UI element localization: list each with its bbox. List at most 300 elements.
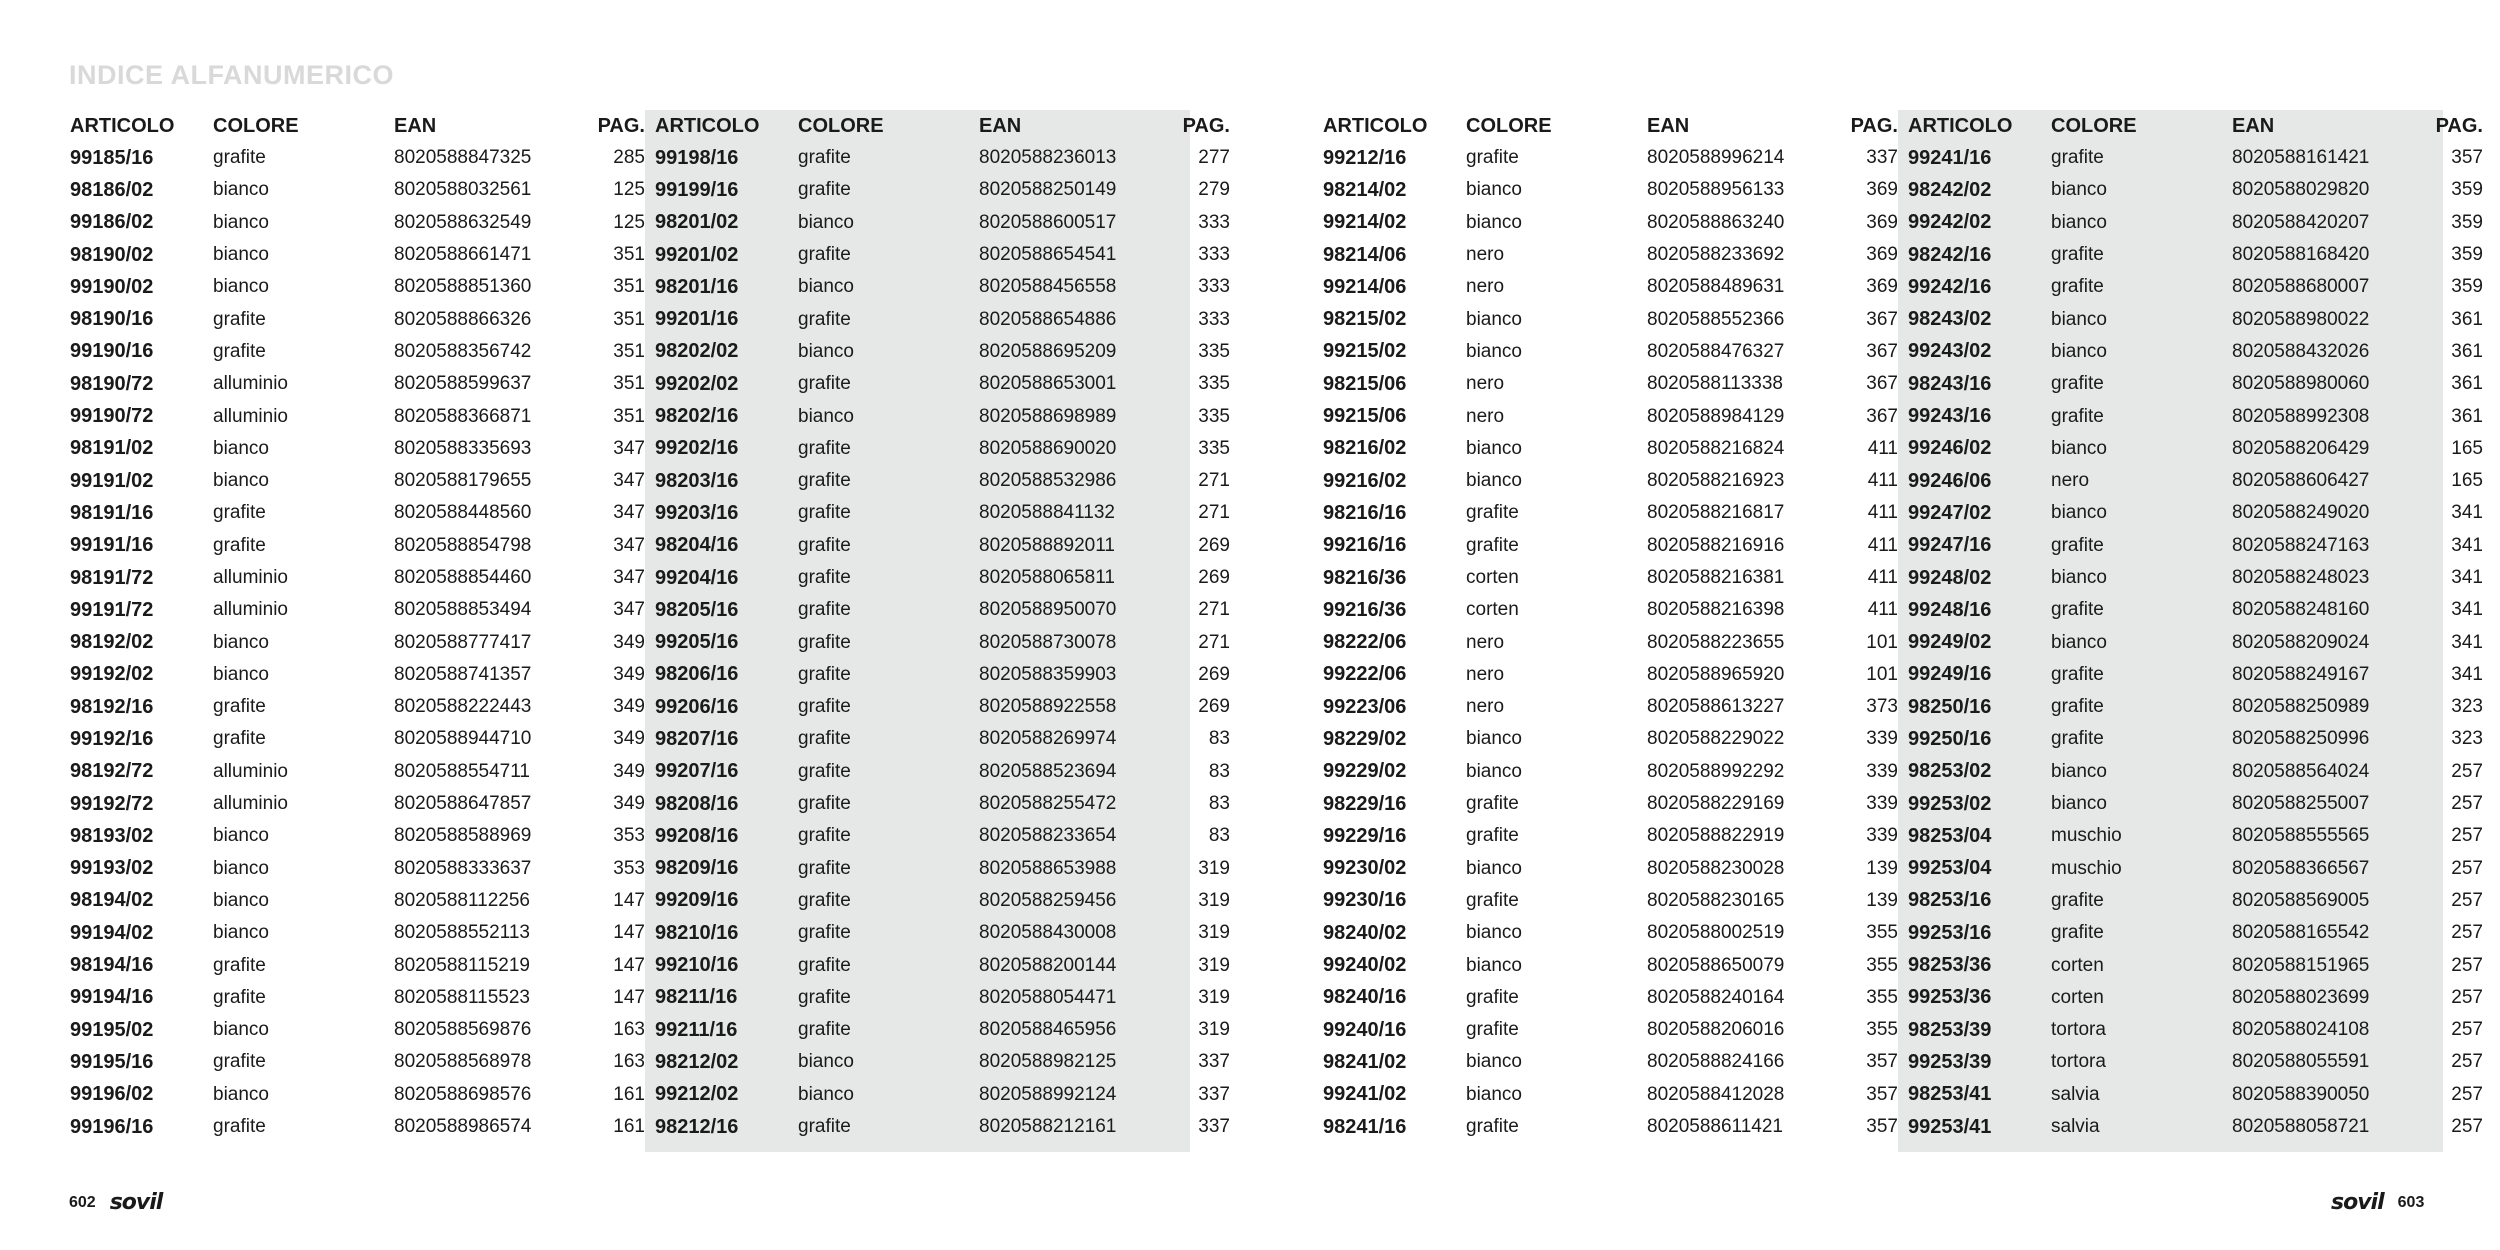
articolo-cell: 99199/16 — [655, 178, 739, 201]
ean-cell: 8020588822919 — [1647, 825, 1785, 847]
table-row — [1313, 368, 1912, 400]
pag-cell: 333 — [1198, 244, 1230, 266]
colore-cell: bianco — [2051, 437, 2107, 459]
ean-cell: 8020588356742 — [394, 340, 532, 362]
table-row — [60, 853, 659, 885]
table-row — [645, 1014, 1244, 1046]
ean-cell: 8020588240164 — [1647, 986, 1785, 1008]
colore-cell: bianco — [213, 437, 269, 459]
ean-cell: 8020588112256 — [394, 889, 530, 911]
colore-cell: bianco — [213, 663, 269, 685]
pag-cell: 147 — [613, 922, 645, 944]
articolo-cell: 98253/02 — [1908, 760, 1992, 783]
pag-cell: 269 — [1198, 696, 1230, 718]
table-row — [1313, 820, 1912, 852]
pag-cell: 83 — [1208, 825, 1230, 847]
ean-cell: 8020588476327 — [1647, 340, 1785, 362]
pag-cell: 339 — [1866, 728, 1898, 750]
table-row — [60, 917, 659, 949]
table-row — [1898, 142, 2497, 174]
ean-cell: 8020588255472 — [979, 793, 1117, 815]
table-row — [645, 659, 1244, 691]
index-table-3 — [1313, 110, 1898, 1152]
articolo-cell: 99230/02 — [1323, 857, 1407, 880]
articolo-cell: 99207/16 — [655, 760, 739, 783]
articolo-cell: 99229/02 — [1323, 760, 1407, 783]
brand-logo-left: sovil — [109, 1190, 163, 1215]
articolo-cell: 98210/16 — [655, 921, 739, 944]
articolo-cell: 99192/72 — [70, 792, 154, 815]
pag-cell: 323 — [2451, 696, 2483, 718]
column-header-ean: EAN — [1647, 114, 1690, 137]
pag-cell: 367 — [1866, 373, 1898, 395]
pag-cell: 353 — [613, 857, 645, 879]
colore-cell: grafite — [213, 696, 266, 718]
articolo-cell: 99250/16 — [1908, 727, 1992, 750]
articolo-cell: 99215/06 — [1323, 405, 1407, 428]
table-header-row — [1313, 110, 1912, 142]
ean-cell: 8020588055591 — [2232, 1051, 2370, 1073]
ean-cell: 8020588922558 — [979, 696, 1117, 718]
colore-cell: bianco — [2051, 340, 2107, 362]
table-row — [1898, 659, 2497, 691]
colore-cell: grafite — [798, 954, 851, 976]
articolo-cell: 99246/02 — [1908, 437, 1992, 460]
table-row — [1313, 336, 1912, 368]
colore-cell: corten — [2051, 954, 2104, 976]
articolo-cell: 98215/02 — [1323, 308, 1407, 331]
pag-cell: 367 — [1866, 405, 1898, 427]
articolo-cell: 99190/72 — [70, 405, 154, 428]
table-header-row — [645, 110, 1244, 142]
ean-cell: 8020588216817 — [1647, 502, 1785, 524]
table-row — [1313, 1046, 1912, 1078]
articolo-cell: 98206/16 — [655, 663, 739, 686]
articolo-cell: 99212/02 — [655, 1083, 739, 1106]
pag-cell: 355 — [1866, 922, 1898, 944]
pag-cell: 333 — [1198, 211, 1230, 233]
articolo-cell: 98253/16 — [1908, 889, 1992, 912]
pag-cell: 285 — [613, 147, 645, 169]
articolo-cell: 98241/16 — [1323, 1115, 1407, 1138]
table-row — [1898, 1111, 2497, 1143]
table-row — [645, 1079, 1244, 1111]
articolo-cell: 99202/02 — [655, 372, 739, 395]
colore-cell: grafite — [798, 244, 851, 266]
pag-cell: 351 — [613, 276, 645, 298]
pag-cell: 271 — [1198, 502, 1230, 524]
ean-cell: 8020588554711 — [394, 760, 530, 782]
table-row — [1898, 562, 2497, 594]
ean-cell: 8020588024108 — [2232, 1019, 2370, 1041]
colore-cell: grafite — [798, 1019, 851, 1041]
ean-cell: 8020588200144 — [979, 954, 1117, 976]
ean-cell: 8020588632549 — [394, 211, 532, 233]
ean-cell: 8020588247163 — [2232, 534, 2370, 556]
ean-cell: 8020588054471 — [979, 986, 1117, 1008]
ean-cell: 8020588115219 — [394, 954, 530, 976]
ean-cell: 8020588777417 — [394, 631, 532, 653]
pag-cell: 277 — [1198, 147, 1230, 169]
articolo-cell: 98229/16 — [1323, 792, 1407, 815]
articolo-cell: 98242/16 — [1908, 243, 1992, 266]
pag-cell: 355 — [1866, 954, 1898, 976]
table-row — [1313, 562, 1912, 594]
ean-cell: 8020588269974 — [979, 728, 1117, 750]
table-row — [60, 659, 659, 691]
colore-cell: grafite — [798, 728, 851, 750]
articolo-cell: 98208/16 — [655, 792, 739, 815]
colore-cell: bianco — [2051, 308, 2107, 330]
pag-cell: 319 — [1198, 889, 1230, 911]
ean-cell: 8020588611421 — [1647, 1116, 1783, 1138]
articolo-cell: 98202/16 — [655, 405, 739, 428]
ean-cell: 8020588866326 — [394, 308, 532, 330]
colore-cell: bianco — [1466, 211, 1522, 233]
pag-cell: 373 — [1866, 696, 1898, 718]
pag-cell: 369 — [1866, 244, 1898, 266]
ean-cell: 8020588841132 — [979, 502, 1115, 524]
table-row — [1898, 820, 2497, 852]
articolo-cell: 99240/02 — [1323, 954, 1407, 977]
ean-cell: 8020588965920 — [1647, 663, 1785, 685]
table-row — [1898, 271, 2497, 303]
table-row — [60, 885, 659, 917]
articolo-cell: 98214/02 — [1323, 178, 1407, 201]
ean-cell: 8020588216381 — [1647, 567, 1785, 588]
pag-cell: 139 — [1866, 857, 1898, 879]
table-row — [1898, 917, 2497, 949]
ean-cell: 8020588216824 — [1647, 437, 1785, 459]
pag-cell: 335 — [1198, 405, 1230, 427]
colore-cell: grafite — [798, 857, 851, 879]
ean-cell: 8020588230165 — [1647, 889, 1785, 911]
colore-cell: bianco — [798, 340, 854, 362]
colore-cell: nero — [1466, 663, 1505, 685]
pag-cell: 339 — [1866, 793, 1898, 815]
column-header-colore: COLORE — [213, 114, 299, 137]
ean-cell: 8020588333637 — [394, 857, 532, 879]
ean-cell: 8020588588969 — [394, 825, 532, 847]
articolo-cell: 99206/16 — [655, 695, 739, 718]
table-row — [645, 465, 1244, 497]
column-header-pag: PAG. — [597, 114, 645, 137]
pag-cell: 335 — [1198, 340, 1230, 362]
articolo-cell: 98186/02 — [70, 178, 154, 201]
colore-cell: grafite — [2051, 244, 2104, 266]
table-row — [1313, 788, 1912, 820]
colore-cell: grafite — [798, 373, 851, 395]
articolo-cell: 99253/39 — [1908, 1050, 1992, 1073]
pag-cell: 361 — [2451, 405, 2483, 427]
articolo-cell: 99246/06 — [1908, 469, 1992, 492]
table-row — [1898, 1014, 2497, 1046]
pag-cell: 341 — [2451, 567, 2483, 588]
table-row — [1313, 271, 1912, 303]
table-row — [60, 723, 659, 755]
index-table-2 — [645, 110, 1230, 1152]
ean-cell: 8020588986574 — [394, 1116, 532, 1138]
ean-cell: 8020588650079 — [1647, 954, 1785, 976]
table-header-row — [60, 110, 659, 142]
table-row — [60, 303, 659, 335]
table-row — [645, 207, 1244, 239]
colore-cell: bianco — [2051, 760, 2107, 782]
colore-cell: grafite — [798, 889, 851, 911]
ean-cell: 8020588448560 — [394, 502, 532, 524]
table-row — [1313, 659, 1912, 691]
pag-cell: 347 — [613, 470, 645, 492]
table-row — [1898, 530, 2497, 562]
articolo-cell: 99209/16 — [655, 889, 739, 912]
pag-cell: 359 — [2451, 179, 2483, 201]
colore-cell: bianco — [1466, 340, 1522, 362]
ean-cell: 8020588695209 — [979, 340, 1117, 362]
pag-cell: 339 — [1866, 825, 1898, 847]
column-header-articolo: ARTICOLO — [655, 114, 760, 137]
ean-cell: 8020588115523 — [394, 986, 530, 1008]
ean-cell: 8020588212161 — [979, 1116, 1117, 1138]
pag-cell: 361 — [2451, 373, 2483, 395]
articolo-cell: 99196/16 — [70, 1115, 154, 1138]
table-row — [1898, 756, 2497, 788]
articolo-cell: 99242/16 — [1908, 275, 1992, 298]
articolo-cell: 99247/16 — [1908, 534, 1992, 557]
ean-cell: 8020588956133 — [1647, 179, 1785, 201]
pag-cell: 271 — [1198, 470, 1230, 492]
pag-cell: 351 — [613, 373, 645, 395]
table-row — [645, 497, 1244, 529]
pag-cell: 337 — [1198, 1051, 1230, 1073]
articolo-cell: 98204/16 — [655, 534, 739, 557]
pag-cell: 161 — [613, 1116, 645, 1138]
colore-cell: grafite — [798, 534, 851, 556]
table-row — [645, 142, 1244, 174]
articolo-cell: 98191/72 — [70, 566, 154, 589]
index-table — [1313, 110, 1912, 1143]
ean-cell: 8020588741357 — [394, 663, 532, 685]
articolo-cell: 99241/02 — [1323, 1083, 1407, 1106]
table-row — [645, 788, 1244, 820]
colore-cell: grafite — [213, 502, 266, 524]
colore-cell: bianco — [1466, 922, 1522, 944]
pag-cell: 411 — [1867, 599, 1898, 621]
pag-cell: 351 — [613, 340, 645, 362]
pag-cell: 257 — [2451, 922, 2483, 944]
table-row — [1313, 1014, 1912, 1046]
table-row — [1313, 756, 1912, 788]
table-row — [1313, 1111, 1912, 1143]
articolo-cell: 99193/02 — [70, 857, 154, 880]
ean-cell: 8020588420207 — [2232, 211, 2370, 233]
pag-cell: 257 — [2451, 793, 2483, 815]
articolo-cell: 98253/04 — [1908, 824, 1992, 847]
colore-cell: bianco — [1466, 470, 1522, 492]
ean-cell: 8020588613227 — [1647, 696, 1785, 718]
articolo-cell: 99192/16 — [70, 727, 154, 750]
ean-cell: 8020588366567 — [2232, 857, 2370, 879]
table-row — [645, 626, 1244, 658]
table-row — [60, 1079, 659, 1111]
colore-cell: nero — [1466, 373, 1505, 395]
pag-cell: 333 — [1198, 308, 1230, 330]
ean-cell: 8020588982125 — [979, 1051, 1117, 1073]
index-table-1 — [60, 110, 645, 1152]
table-row — [1898, 626, 2497, 658]
ean-cell: 8020588250149 — [979, 179, 1117, 201]
table-row — [60, 530, 659, 562]
table-row — [60, 497, 659, 529]
articolo-cell: 99194/16 — [70, 986, 154, 1009]
table-row — [1313, 691, 1912, 723]
articolo-cell: 99201/02 — [655, 243, 739, 266]
table-row — [1313, 949, 1912, 981]
table-row — [60, 207, 659, 239]
table-row — [645, 853, 1244, 885]
ean-cell: 8020588552366 — [1647, 308, 1785, 330]
table-row — [645, 594, 1244, 626]
colore-cell: grafite — [2051, 276, 2104, 298]
pag-cell: 335 — [1198, 373, 1230, 395]
ean-cell: 8020588532986 — [979, 470, 1117, 492]
colore-cell: grafite — [213, 147, 266, 169]
table-row — [60, 691, 659, 723]
table-row — [60, 594, 659, 626]
pag-cell: 257 — [2451, 825, 2483, 847]
table-row — [1898, 303, 2497, 335]
articolo-cell: 98192/16 — [70, 695, 154, 718]
pag-cell: 319 — [1198, 954, 1230, 976]
pag-cell: 83 — [1208, 793, 1230, 815]
colore-cell: bianco — [2051, 567, 2107, 588]
ean-cell: 8020588151965 — [2232, 954, 2370, 976]
pag-cell: 347 — [613, 534, 645, 556]
articolo-cell: 98191/02 — [70, 437, 154, 460]
ean-cell: 8020588250996 — [2232, 728, 2370, 750]
ean-cell: 8020588233692 — [1647, 244, 1785, 266]
pag-cell: 147 — [613, 986, 645, 1008]
pag-cell: 347 — [613, 599, 645, 621]
articolo-cell: 99214/06 — [1323, 275, 1407, 298]
table-row — [1313, 853, 1912, 885]
articolo-cell: 99216/36 — [1323, 598, 1407, 621]
table-row — [60, 756, 659, 788]
table-row — [1898, 691, 2497, 723]
articolo-cell: 99249/16 — [1908, 663, 1992, 686]
articolo-cell: 99190/16 — [70, 340, 154, 363]
pag-cell: 271 — [1198, 599, 1230, 621]
colore-cell: bianco — [213, 1019, 269, 1041]
articolo-cell: 99195/02 — [70, 1018, 154, 1041]
pag-cell: 351 — [613, 308, 645, 330]
pag-cell: 361 — [2451, 340, 2483, 362]
pag-cell: 355 — [1866, 986, 1898, 1008]
articolo-cell: 98216/36 — [1323, 566, 1407, 589]
ean-cell: 8020588432026 — [2232, 340, 2370, 362]
colore-cell: bianco — [1466, 437, 1522, 459]
colore-cell: bianco — [2051, 793, 2107, 815]
colore-cell: grafite — [798, 179, 851, 201]
table-row — [1313, 594, 1912, 626]
table-row — [60, 788, 659, 820]
table-row — [645, 949, 1244, 981]
colore-cell: bianco — [213, 857, 269, 879]
table-row — [60, 142, 659, 174]
pag-cell: 83 — [1208, 728, 1230, 750]
articolo-cell: 98241/02 — [1323, 1050, 1407, 1073]
pag-cell: 369 — [1866, 211, 1898, 233]
table-row — [1898, 174, 2497, 206]
articolo-cell: 99230/16 — [1323, 889, 1407, 912]
table-row — [60, 949, 659, 981]
table-row — [645, 303, 1244, 335]
colore-cell: grafite — [2051, 922, 2104, 944]
articolo-cell: 99211/16 — [655, 1018, 738, 1041]
ean-cell: 8020588250989 — [2232, 696, 2370, 718]
colore-cell: bianco — [2051, 502, 2107, 524]
ean-cell: 8020588029820 — [2232, 179, 2370, 201]
ean-cell: 8020588206016 — [1647, 1019, 1785, 1041]
pag-cell: 411 — [1867, 567, 1898, 588]
colore-cell: grafite — [213, 954, 266, 976]
articolo-cell: 99190/02 — [70, 275, 154, 298]
table-row — [60, 465, 659, 497]
table-row — [60, 336, 659, 368]
colore-cell: bianco — [213, 889, 269, 911]
pag-cell: 341 — [2451, 599, 2483, 621]
pag-cell: 163 — [613, 1051, 645, 1073]
ean-cell: 8020588216398 — [1647, 599, 1785, 621]
table-row — [1313, 885, 1912, 917]
colore-cell: bianco — [1466, 857, 1522, 879]
table-row — [1313, 723, 1912, 755]
ean-cell: 8020588248023 — [2232, 567, 2370, 588]
table-row — [1313, 530, 1912, 562]
table-row — [1898, 723, 2497, 755]
pag-cell: 323 — [2451, 728, 2483, 750]
colore-cell: bianco — [213, 470, 269, 492]
articolo-cell: 99241/16 — [1908, 146, 1992, 169]
column-header-ean: EAN — [394, 114, 437, 137]
pag-cell: 139 — [1866, 889, 1898, 911]
articolo-cell: 99202/16 — [655, 437, 739, 460]
pag-cell: 367 — [1866, 308, 1898, 330]
table-row — [60, 239, 659, 271]
colore-cell: grafite — [798, 663, 851, 685]
pag-cell: 349 — [613, 696, 645, 718]
colore-cell: bianco — [213, 825, 269, 847]
ean-cell: 8020588996214 — [1647, 147, 1785, 169]
pag-cell: 367 — [1866, 340, 1898, 362]
colore-cell: corten — [2051, 986, 2104, 1008]
pag-cell: 337 — [1198, 1083, 1230, 1105]
table-row — [1898, 465, 2497, 497]
ean-cell: 8020588523694 — [979, 760, 1117, 782]
colore-cell: salvia — [2051, 1116, 2100, 1138]
table-row — [1313, 433, 1912, 465]
column-header-pag: PAG. — [2435, 114, 2483, 137]
column-header-pag: PAG. — [1182, 114, 1230, 137]
table-row — [1313, 142, 1912, 174]
colore-cell: grafite — [798, 825, 851, 847]
articolo-cell: 99243/02 — [1908, 340, 1992, 363]
articolo-cell: 99191/02 — [70, 469, 154, 492]
table-row — [1313, 207, 1912, 239]
colore-cell: alluminio — [213, 793, 288, 815]
colore-cell: bianco — [2051, 631, 2107, 653]
pag-cell: 271 — [1198, 631, 1230, 653]
articolo-cell: 99205/16 — [655, 631, 739, 654]
